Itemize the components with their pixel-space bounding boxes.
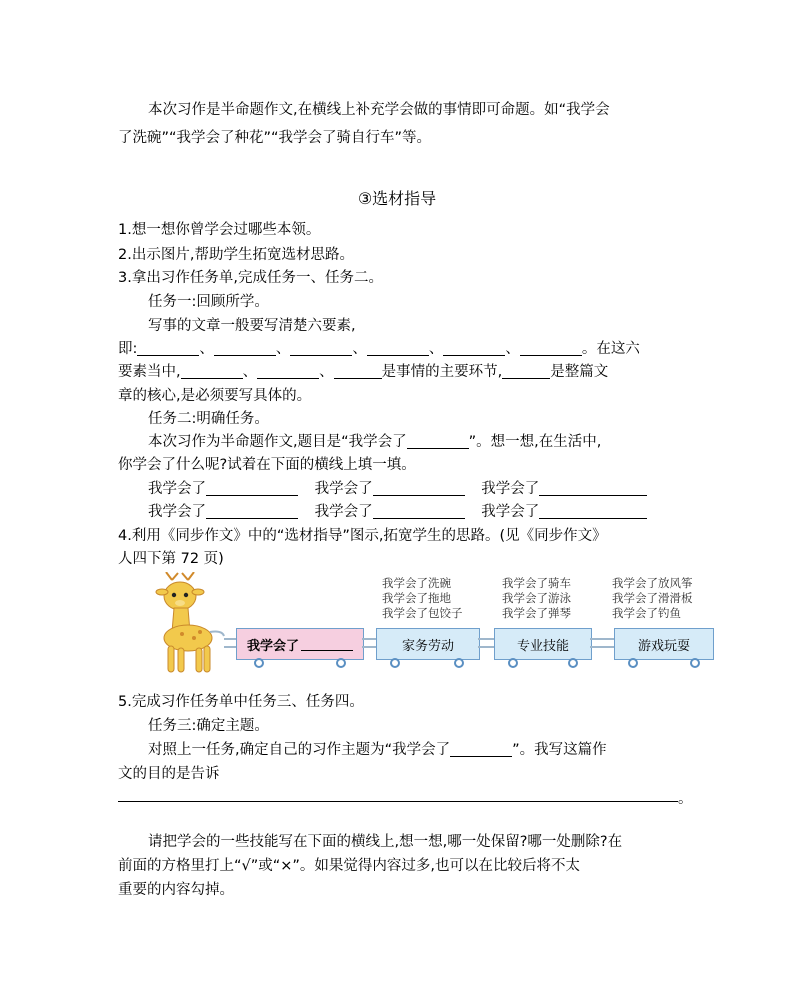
closing-line-1: 请把学会的一些技能写在下面的横线上,想一想,哪一处保留?哪一处删除?在 <box>148 834 623 850</box>
separator: 、 <box>242 364 258 380</box>
topic-train-illustration <box>150 572 730 682</box>
wheel <box>254 658 264 668</box>
engine-label: 我学会了 <box>246 638 299 654</box>
learned-label: 我学会了 <box>314 481 373 497</box>
separator: 、 <box>428 341 444 357</box>
separator: 、 <box>275 341 291 357</box>
end-period: 。 <box>678 791 693 807</box>
task-2-text-2: 你学会了什么呢?试着在下面的横线上填一填。 <box>118 457 416 473</box>
step-1: 1.想一想你曾学会过哪些本领。 <box>118 222 321 238</box>
caption-item: 我学会了滑滑板 <box>612 591 693 605</box>
learned-blank-2[interactable] <box>373 479 465 496</box>
blank-title[interactable] <box>407 432 469 449</box>
task-2-text-b: ”。想一想,在生活中, <box>468 434 602 450</box>
learned-label: 我学会了 <box>481 481 540 497</box>
blank-key-1[interactable] <box>181 362 243 379</box>
line-suffix: 。在这六 <box>581 341 640 357</box>
wheel <box>690 658 700 668</box>
six-elements-line <box>118 339 640 359</box>
car-games <box>614 628 714 660</box>
captions-games <box>612 576 693 621</box>
closing-line-3: 重要的内容勾掉。 <box>118 882 234 898</box>
engine-car <box>236 628 364 660</box>
step-2: 2.出示图片,帮助学生拓宽选材思路。 <box>118 247 354 263</box>
blank-element-3[interactable] <box>290 339 352 356</box>
label-prefix: 要素当中, <box>118 364 181 380</box>
caption-item: 我学会了钓鱼 <box>612 606 681 620</box>
learned-label: 我学会了 <box>481 504 540 520</box>
learned-blank-4[interactable] <box>206 502 298 519</box>
car-label-games: 游戏玩耍 <box>637 638 690 654</box>
blank-element-4[interactable] <box>367 339 429 356</box>
closing-line-2: 前面的方格里打上“√”或“×”。如果觉得内容过多,也可以在比较后将不太 <box>118 858 581 874</box>
step-4-line-1: 4.利用《同步作文》中的“选材指导”图示,拓宽学生的思路。(见《同步作文》 <box>118 528 607 544</box>
blank-element-5[interactable] <box>443 339 505 356</box>
deer-icon <box>150 572 230 682</box>
learned-row-2 <box>148 502 647 522</box>
blank-element-1[interactable] <box>137 339 199 356</box>
caption-item: 我学会了弹琴 <box>502 606 571 620</box>
task-3-text-a: 对照上一任务,确定自己的习作主题为“我学会了 <box>148 742 451 758</box>
blank-element-2[interactable] <box>214 339 276 356</box>
learned-label: 我学会了 <box>148 504 206 520</box>
coupler <box>478 638 494 648</box>
blank-key-3[interactable] <box>334 362 382 379</box>
car-skills <box>494 628 592 660</box>
engine-blank <box>301 638 353 651</box>
learned-blank-3[interactable] <box>539 479 647 496</box>
answer-line[interactable] <box>118 801 678 802</box>
step-4-line-2: 人四下第 72 页) <box>118 551 224 567</box>
task-1-line-3: 章的核心,是必须要写具体的。 <box>118 388 312 404</box>
car-label-housework: 家务劳动 <box>401 638 454 654</box>
task-2-title: 任务二:明确任务。 <box>148 411 269 427</box>
separator: 、 <box>199 341 214 357</box>
learned-label: 我学会了 <box>314 504 373 520</box>
task-3-text-2: 文的目的是告诉 <box>118 766 220 782</box>
caption-item: 我学会了放风筝 <box>612 576 693 590</box>
separator: 、 <box>319 364 334 380</box>
task-1-text: 写事的文章一般要写清楚六要素, <box>148 318 356 334</box>
section-title: ③选材指导 <box>357 189 437 208</box>
key-elements-line <box>118 362 608 382</box>
caption-item: 我学会了洗碗 <box>382 576 451 590</box>
blank-element-6[interactable] <box>520 339 582 356</box>
task-2-text <box>148 432 601 452</box>
label-suffix: 是整篇文 <box>550 364 609 380</box>
caption-item: 我学会了拖地 <box>382 591 451 605</box>
separator: 、 <box>505 341 520 357</box>
intro-line-1: 本次习作是半命题作文,在横线上补充学会做的事情即可命题。如“我学会 <box>148 102 610 118</box>
car-housework <box>376 628 480 660</box>
label-mid: 是事情的主要环节, <box>381 364 503 380</box>
label-ji: 即: <box>118 341 138 357</box>
wheel <box>454 658 464 668</box>
blank-key-2[interactable] <box>257 362 319 379</box>
step-3: 3.拿出习作任务单,完成任务一、任务二。 <box>118 270 383 286</box>
caption-item: 我学会了骑车 <box>502 576 571 590</box>
blank-key-4[interactable] <box>502 362 550 379</box>
task-1-title: 任务一:回顾所学。 <box>148 294 269 310</box>
intro-line-2: 了洗碗”“我学会了种花”“我学会了骑自行车”等。 <box>118 130 432 146</box>
caption-item: 我学会了游泳 <box>502 591 571 605</box>
task-3-text <box>148 740 607 760</box>
captions-housework <box>382 576 463 621</box>
task-2-text-a: 本次习作为半命题作文,题目是“我学会了 <box>148 434 407 450</box>
step-5: 5.完成习作任务单中任务三、任务四。 <box>118 694 364 710</box>
coupler <box>362 638 376 648</box>
separator: 、 <box>352 341 367 357</box>
wheel <box>336 658 346 668</box>
captions-skills <box>502 576 571 621</box>
task-3-title: 任务三:确定主题。 <box>148 718 269 734</box>
learned-label: 我学会了 <box>148 481 206 497</box>
caption-item: 我学会了包饺子 <box>382 606 463 620</box>
blank-theme[interactable] <box>450 740 512 757</box>
wheel <box>390 658 400 668</box>
learned-row-1 <box>148 479 647 499</box>
wheel <box>568 658 578 668</box>
coupler <box>224 638 236 648</box>
learned-blank-6[interactable] <box>539 502 647 519</box>
wheel <box>508 658 518 668</box>
wheel <box>628 658 638 668</box>
task-3-text-b: ”。我写这篇作 <box>512 742 607 758</box>
coupler <box>590 638 614 648</box>
learned-blank-1[interactable] <box>206 479 298 496</box>
car-label-skills: 专业技能 <box>516 638 569 654</box>
learned-blank-5[interactable] <box>373 502 465 519</box>
